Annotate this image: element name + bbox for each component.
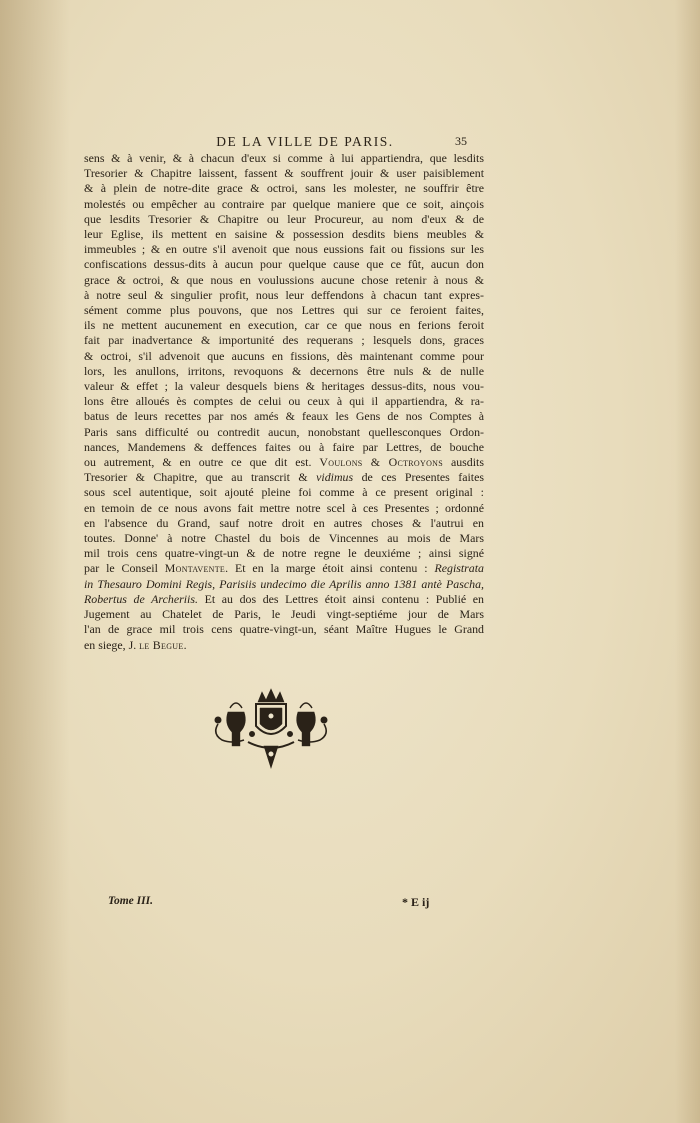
text-line xyxy=(84,577,484,592)
text-line xyxy=(84,212,484,227)
text-span: lors, les anullons, irritons, revoquons & decernons être nuls & de nulle xyxy=(84,363,484,378)
text-line xyxy=(84,227,484,242)
text-span: de ces Presentes faites xyxy=(353,470,484,485)
text-line xyxy=(84,364,484,379)
text-span: & à plein de notre-dite grace & octroi, sans les molester, ne souffrir être xyxy=(84,181,484,196)
text-line xyxy=(84,273,484,288)
text-span: Voulons & Octroyons xyxy=(319,455,443,470)
page-gutter-shadow xyxy=(0,0,70,1123)
text-span: lons être alloués ès comptes de celui ou ceux à qui il appartiendra, & ra- xyxy=(84,394,484,409)
text-line xyxy=(84,333,484,348)
text-span: molestés ou empêcher au contraire par quelque maniere que ce soit, ainçois xyxy=(84,196,484,211)
text-line xyxy=(84,592,484,607)
text-span: sous scel autentique, soit ajouté pleine foi comme à ce present original : xyxy=(84,485,484,500)
text-span: leur Eglise, ils mettent en saisine & possession desdits biens meubles & xyxy=(84,227,484,242)
text-span: Jugement au Chatelet de Paris, le Jeudi vingt-septiéme jour de Mars xyxy=(84,607,484,622)
text-span: en siege, J. xyxy=(84,637,140,652)
text-span: immeubles ; & en outre s'il avenoit que nous eussions fait ou fissions sur les xyxy=(84,242,484,257)
decorative-vignette-ornament xyxy=(212,684,330,770)
text-span: Tresorier & Chapitre laissent, fassent & souffrent jouir & user paisiblement xyxy=(84,166,484,181)
text-span: . xyxy=(183,637,187,652)
text-span: grace & octroi, & que nous en voulussions aucune chose retenir à nous & xyxy=(84,272,484,287)
text-span: & octroi, s'il advenoit que aucuns en fissions, dès maintenant comme pour xyxy=(84,348,484,363)
text-span: Registrata xyxy=(434,561,484,576)
body-text xyxy=(84,151,484,653)
text-line xyxy=(84,257,484,272)
text-span: fait par inadvertance & importunité des requerans ; lesquels dons, graces xyxy=(84,333,484,348)
text-span: sens & à venir, & à chacun d'eux si comme à lui appartiendra, que lesdits xyxy=(84,151,484,165)
text-line xyxy=(84,349,484,364)
text-line xyxy=(84,501,484,516)
text-span: confiscations dessus-dits à aucun pour quelque cause que ce fût, aucun don xyxy=(84,257,484,272)
text-span: in Thesauro Domini Regis, Parisiis undecimo die Aprilis anno 1381 antè Pascha, xyxy=(84,576,484,591)
text-span: Tresorier & Chapitre, que au transcrit & xyxy=(84,470,317,485)
text-span: nances, Mandemens & deffences faites ou à faire par Lettres, de bouche xyxy=(84,439,484,454)
text-span: en temoin de ce nous avons fait mettre notre scel à ces Presentes ; ordonné xyxy=(84,500,484,515)
text-span: que lesdits Tresorier & Chapitre ou leur Procureur, au nom d'eux & de xyxy=(84,211,484,226)
text-line xyxy=(84,516,484,531)
text-span: Paris sans difficulté ou contredit aucun, nonobstant quellesconques Ordon- xyxy=(84,424,484,439)
text-line xyxy=(84,242,484,257)
text-line xyxy=(84,622,484,637)
text-line xyxy=(84,440,484,455)
text-span: batus de leurs recettes par nos amés & feaux les Gens de nos Comptes à xyxy=(84,409,484,424)
text-span: l'an de grace mil trois cens quatre-vingt-un, séant Maître Hugues le Grand xyxy=(84,622,484,637)
text-line xyxy=(84,288,484,303)
text-line xyxy=(84,455,484,470)
running-title: DE LA VILLE DE PARIS. xyxy=(216,134,394,149)
text-span: toutes. Donne' à notre Chastel du bois de Vincennes au mois de Mars xyxy=(84,531,484,546)
text-line xyxy=(84,303,484,318)
text-line xyxy=(84,638,484,653)
text-span: mil trois cens quatre-vingt-un & de notre regne le deuxiéme ; ainsi signé xyxy=(84,546,484,561)
text-line xyxy=(84,425,484,440)
text-line xyxy=(84,561,484,576)
text-span: en l'absence du Grand, sauf notre droit en autres choses & l'autrui en xyxy=(84,515,484,530)
text-line xyxy=(84,531,484,546)
text-span: ou autrement, & en outre ce que dit est. xyxy=(84,455,320,470)
text-span: ausdits xyxy=(443,455,484,470)
text-line xyxy=(84,318,484,333)
text-span: le Begue xyxy=(139,637,184,652)
text-line xyxy=(84,470,484,485)
page-number: 35 xyxy=(455,134,467,148)
text-span: Montavente xyxy=(164,561,226,576)
text-line xyxy=(84,166,484,181)
text-span: . Et en la marge étoit ainsi contenu : xyxy=(225,561,435,576)
text-line xyxy=(84,409,484,424)
text-line xyxy=(84,181,484,196)
text-span: sément comme plus pouvons, que nos Lettres qui sur ce feroient faites, xyxy=(84,303,484,318)
text-line xyxy=(84,379,484,394)
text-line xyxy=(84,151,484,166)
text-line xyxy=(84,546,484,561)
text-span: valeur & effet ; la valeur desquels biens & heritages dessus-dits, nous vou- xyxy=(84,379,484,394)
text-line xyxy=(84,607,484,622)
text-span: par le Conseil xyxy=(84,561,165,576)
text-span: Et au dos des Lettres étoit ainsi contenu : Publié en xyxy=(197,591,484,606)
text-span: ils ne mettent aucunement en execution, car ce que nous en ferions feroit xyxy=(84,318,484,333)
text-line xyxy=(84,197,484,212)
text-span: Robertus de Archeriis. xyxy=(84,591,198,606)
signature-mark: * E ij xyxy=(402,895,430,909)
page-edge-shadow xyxy=(675,0,700,1123)
text-line xyxy=(84,485,484,500)
text-line xyxy=(84,394,484,409)
text-span: vidimus xyxy=(316,470,354,485)
volume-label: Tome III. xyxy=(108,895,153,907)
text-span: à notre seul & singulier profit, nous leur deffendons à chacun tant expres- xyxy=(84,287,484,302)
